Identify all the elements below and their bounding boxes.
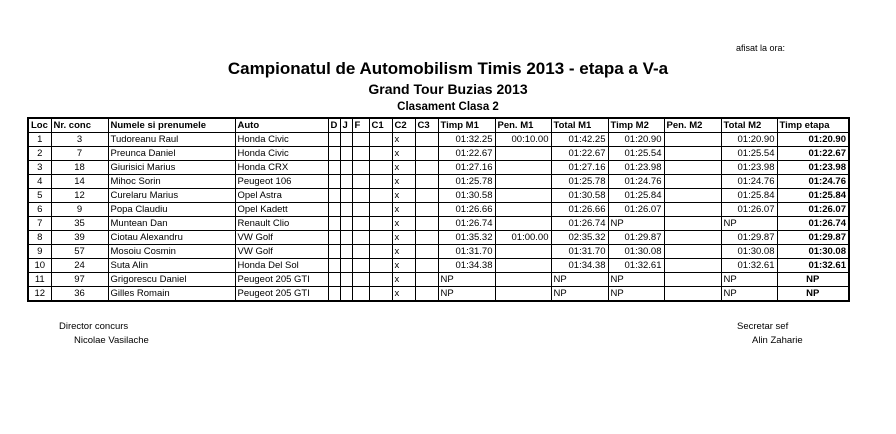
cell-f	[352, 287, 369, 302]
cell-pm1	[495, 245, 551, 259]
cell-j	[340, 147, 352, 161]
cell-etapa: NP	[777, 273, 849, 287]
cell-c1	[369, 273, 392, 287]
cell-f	[352, 203, 369, 217]
cell-d	[328, 245, 340, 259]
cell-c3	[415, 231, 438, 245]
cell-pm2	[664, 245, 721, 259]
cell-d	[328, 287, 340, 302]
cell-j	[340, 259, 352, 273]
cell-etapa: 01:23.98	[777, 161, 849, 175]
col-header-timp-etapa: Timp etapa	[777, 118, 849, 133]
table-row	[28, 273, 849, 287]
cell-auto: Peugeot 106	[235, 175, 328, 189]
page-title: Campionatul de Automobilism Timis 2013 - etapa a V-a	[227, 59, 669, 78]
cell-total1: 01:30.58	[551, 189, 608, 203]
cell-d	[328, 217, 340, 231]
cell-tm2: 01:29.87	[608, 231, 664, 245]
cell-c3	[415, 189, 438, 203]
cell-name: Popa Claudiu	[108, 203, 235, 217]
cell-total2: 01:26.07	[721, 203, 777, 217]
cell-pm2	[664, 217, 721, 231]
cell-c2: x	[392, 189, 415, 203]
cell-etapa: 01:20.90	[777, 133, 849, 147]
cell-loc: 7	[28, 217, 51, 231]
cell-pm2	[664, 189, 721, 203]
cell-total1: 01:27.16	[551, 161, 608, 175]
cell-tm2: NP	[608, 217, 664, 231]
cell-total2: NP	[721, 273, 777, 287]
cell-auto: Honda CRX	[235, 161, 328, 175]
cell-name: Mosoiu Cosmin	[108, 245, 235, 259]
cell-pm2	[664, 231, 721, 245]
cell-pm1: 00:10.00	[495, 133, 551, 147]
cell-c3	[415, 273, 438, 287]
header-row	[28, 118, 849, 133]
table-row	[28, 133, 849, 147]
col-header-d: D	[328, 118, 340, 133]
cell-pm1	[495, 217, 551, 231]
director-role: Director concurs	[59, 321, 129, 332]
cell-j	[340, 287, 352, 302]
cell-tm1: 01:26.66	[438, 203, 495, 217]
cell-pm2	[664, 203, 721, 217]
cell-f	[352, 133, 369, 147]
cell-c2: x	[392, 203, 415, 217]
cell-auto: Opel Astra	[235, 189, 328, 203]
cell-j	[340, 217, 352, 231]
col-header-name: Numele si prenumele	[108, 118, 235, 133]
col-header-c3: C3	[415, 118, 438, 133]
cell-pm2	[664, 175, 721, 189]
cell-total1: 01:26.66	[551, 203, 608, 217]
cell-auto: Peugeot 205 GTI	[235, 287, 328, 302]
cell-name: Ciotau Alexandru	[108, 231, 235, 245]
cell-loc: 2	[28, 147, 51, 161]
cell-tm2: 01:25.54	[608, 147, 664, 161]
cell-c3	[415, 133, 438, 147]
cell-c1	[369, 217, 392, 231]
cell-total1: 01:31.70	[551, 245, 608, 259]
cell-nr: 14	[51, 175, 108, 189]
cell-total1: NP	[551, 287, 608, 302]
cell-d	[328, 147, 340, 161]
cell-name: Grigorescu Daniel	[108, 273, 235, 287]
col-header-pen-m1: Pen. M1	[495, 118, 551, 133]
cell-tm1: 01:27.16	[438, 161, 495, 175]
cell-tm2: 01:24.76	[608, 175, 664, 189]
cell-auto: VW Golf	[235, 231, 328, 245]
cell-j	[340, 245, 352, 259]
cell-name: Curelaru Marius	[108, 189, 235, 203]
table-row	[28, 287, 849, 302]
cell-auto: Opel Kadett	[235, 203, 328, 217]
cell-total2: 01:25.54	[721, 147, 777, 161]
col-header-timp-m2: Timp M2	[608, 118, 664, 133]
col-header-loc: Loc	[28, 118, 51, 133]
cell-etapa: 01:29.87	[777, 231, 849, 245]
cell-c2: x	[392, 259, 415, 273]
cell-total2: 01:25.84	[721, 189, 777, 203]
cell-j	[340, 189, 352, 203]
cell-pm1	[495, 189, 551, 203]
cell-loc: 11	[28, 273, 51, 287]
cell-nr: 7	[51, 147, 108, 161]
cell-tm2: 01:30.08	[608, 245, 664, 259]
cell-loc: 10	[28, 259, 51, 273]
cell-c2: x	[392, 273, 415, 287]
cell-tm1: 01:34.38	[438, 259, 495, 273]
cell-pm2	[664, 133, 721, 147]
cell-total1: 01:34.38	[551, 259, 608, 273]
cell-d	[328, 203, 340, 217]
cell-pm1: 01:00.00	[495, 231, 551, 245]
cell-f	[352, 217, 369, 231]
col-header-pen-m2: Pen. M2	[664, 118, 721, 133]
cell-total2: NP	[721, 287, 777, 302]
cell-tm2: NP	[608, 273, 664, 287]
secretary-name: Alin Zaharie	[752, 335, 803, 346]
table-row	[28, 259, 849, 273]
cell-c3	[415, 217, 438, 231]
cell-j	[340, 133, 352, 147]
cell-nr: 35	[51, 217, 108, 231]
cell-auto: Honda Del Sol	[235, 259, 328, 273]
col-header-f: F	[352, 118, 369, 133]
cell-c1	[369, 133, 392, 147]
cell-nr: 36	[51, 287, 108, 302]
secretary-role: Secretar sef	[737, 321, 789, 332]
col-header-c1: C1	[369, 118, 392, 133]
cell-d	[328, 189, 340, 203]
cell-total1: 01:22.67	[551, 147, 608, 161]
class-heading: Clasament Clasa 2	[397, 101, 499, 113]
cell-tm1: 01:26.74	[438, 217, 495, 231]
cell-pm2	[664, 147, 721, 161]
cell-tm1: 01:31.70	[438, 245, 495, 259]
cell-total2: 01:23.98	[721, 161, 777, 175]
posted-time-label: afisat la ora:	[736, 43, 786, 53]
cell-nr: 18	[51, 161, 108, 175]
col-header-total-m1: Total M1	[551, 118, 608, 133]
cell-pm1	[495, 287, 551, 302]
cell-c1	[369, 231, 392, 245]
cell-c1	[369, 147, 392, 161]
cell-tm1: 01:25.78	[438, 175, 495, 189]
cell-total2: 01:20.90	[721, 133, 777, 147]
cell-j	[340, 175, 352, 189]
cell-f	[352, 161, 369, 175]
col-header-j: J	[340, 118, 352, 133]
cell-nr: 12	[51, 189, 108, 203]
cell-total2: 01:29.87	[721, 231, 777, 245]
cell-d	[328, 273, 340, 287]
cell-tm1: 01:30.58	[438, 189, 495, 203]
cell-c2: x	[392, 287, 415, 302]
cell-name: Muntean Dan	[108, 217, 235, 231]
cell-etapa: NP	[777, 287, 849, 302]
cell-f	[352, 231, 369, 245]
cell-nr: 39	[51, 231, 108, 245]
cell-tm1: NP	[438, 273, 495, 287]
cell-c3	[415, 175, 438, 189]
table-row	[28, 189, 849, 203]
cell-etapa: 01:26.07	[777, 203, 849, 217]
cell-c2: x	[392, 245, 415, 259]
cell-name: Giurisici Marius	[108, 161, 235, 175]
cell-pm1	[495, 147, 551, 161]
cell-name: Suta Alin	[108, 259, 235, 273]
results-table	[27, 117, 850, 302]
table-row	[28, 217, 849, 231]
cell-f	[352, 245, 369, 259]
cell-c1	[369, 161, 392, 175]
table-row	[28, 231, 849, 245]
cell-name: Mihoc Sorin	[108, 175, 235, 189]
cell-f	[352, 259, 369, 273]
cell-tm2: 01:32.61	[608, 259, 664, 273]
col-header-timp-m1: Timp M1	[438, 118, 495, 133]
cell-tm1: 01:35.32	[438, 231, 495, 245]
cell-d	[328, 161, 340, 175]
cell-tm1: NP	[438, 287, 495, 302]
cell-auto: Renault Clio	[235, 217, 328, 231]
cell-c1	[369, 259, 392, 273]
cell-c3	[415, 147, 438, 161]
cell-d	[328, 231, 340, 245]
cell-pm2	[664, 161, 721, 175]
cell-total1: 01:26.74	[551, 217, 608, 231]
cell-pm2	[664, 259, 721, 273]
col-header-total-m2: Total M2	[721, 118, 777, 133]
cell-nr: 57	[51, 245, 108, 259]
cell-j	[340, 203, 352, 217]
cell-j	[340, 273, 352, 287]
table-row	[28, 175, 849, 189]
cell-etapa: 01:32.61	[777, 259, 849, 273]
cell-etapa: 01:26.74	[777, 217, 849, 231]
cell-j	[340, 161, 352, 175]
cell-pm2	[664, 287, 721, 302]
cell-c3	[415, 203, 438, 217]
cell-c3	[415, 287, 438, 302]
cell-loc: 3	[28, 161, 51, 175]
cell-total2: 01:24.76	[721, 175, 777, 189]
cell-c1	[369, 175, 392, 189]
cell-c2: x	[392, 133, 415, 147]
col-header-c2: C2	[392, 118, 415, 133]
cell-j	[340, 231, 352, 245]
cell-f	[352, 189, 369, 203]
cell-name: Tudoreanu Raul	[108, 133, 235, 147]
cell-c2: x	[392, 161, 415, 175]
table-row	[28, 203, 849, 217]
cell-etapa: 01:24.76	[777, 175, 849, 189]
cell-tm1: 01:22.67	[438, 147, 495, 161]
cell-c1	[369, 245, 392, 259]
cell-c3	[415, 245, 438, 259]
cell-pm1	[495, 161, 551, 175]
cell-tm1: 01:32.25	[438, 133, 495, 147]
cell-auto: Peugeot 205 GTI	[235, 273, 328, 287]
cell-loc: 9	[28, 245, 51, 259]
cell-total2: 01:32.61	[721, 259, 777, 273]
cell-c1	[369, 189, 392, 203]
cell-tm2: 01:26.07	[608, 203, 664, 217]
cell-pm1	[495, 259, 551, 273]
cell-d	[328, 133, 340, 147]
cell-c2: x	[392, 231, 415, 245]
cell-pm1	[495, 273, 551, 287]
cell-pm1	[495, 203, 551, 217]
cell-total2: 01:30.08	[721, 245, 777, 259]
cell-tm2: 01:23.98	[608, 161, 664, 175]
col-header-auto: Auto	[235, 118, 328, 133]
cell-d	[328, 175, 340, 189]
cell-total1: 02:35.32	[551, 231, 608, 245]
cell-total1: 01:42.25	[551, 133, 608, 147]
cell-pm1	[495, 175, 551, 189]
cell-auto: Honda Civic	[235, 133, 328, 147]
cell-tm2: 01:20.90	[608, 133, 664, 147]
table-row	[28, 147, 849, 161]
cell-nr: 9	[51, 203, 108, 217]
cell-loc: 12	[28, 287, 51, 302]
table-row	[28, 161, 849, 175]
cell-c2: x	[392, 175, 415, 189]
cell-f	[352, 147, 369, 161]
cell-c1	[369, 287, 392, 302]
cell-name: Gilles Romain	[108, 287, 235, 302]
director-name: Nicolae Vasilache	[74, 335, 149, 346]
cell-f	[352, 273, 369, 287]
cell-name: Preunca Daniel	[108, 147, 235, 161]
cell-loc: 1	[28, 133, 51, 147]
cell-tm2: NP	[608, 287, 664, 302]
cell-nr: 3	[51, 133, 108, 147]
cell-etapa: 01:25.84	[777, 189, 849, 203]
cell-nr: 24	[51, 259, 108, 273]
cell-etapa: 01:30.08	[777, 245, 849, 259]
cell-pm2	[664, 273, 721, 287]
cell-c2: x	[392, 217, 415, 231]
cell-loc: 4	[28, 175, 51, 189]
cell-loc: 5	[28, 189, 51, 203]
cell-auto: Honda Civic	[235, 147, 328, 161]
cell-auto: VW Golf	[235, 245, 328, 259]
cell-loc: 8	[28, 231, 51, 245]
cell-total1: NP	[551, 273, 608, 287]
cell-nr: 97	[51, 273, 108, 287]
cell-etapa: 01:22.67	[777, 147, 849, 161]
cell-total2: NP	[721, 217, 777, 231]
cell-total1: 01:25.78	[551, 175, 608, 189]
cell-d	[328, 259, 340, 273]
cell-c3	[415, 161, 438, 175]
event-subtitle: Grand Tour Buzias 2013	[368, 81, 528, 97]
cell-c1	[369, 203, 392, 217]
cell-loc: 6	[28, 203, 51, 217]
cell-tm2: 01:25.84	[608, 189, 664, 203]
table-row	[28, 245, 849, 259]
cell-c2: x	[392, 147, 415, 161]
cell-c3	[415, 259, 438, 273]
col-header-nr: Nr. conc	[51, 118, 108, 133]
cell-f	[352, 175, 369, 189]
